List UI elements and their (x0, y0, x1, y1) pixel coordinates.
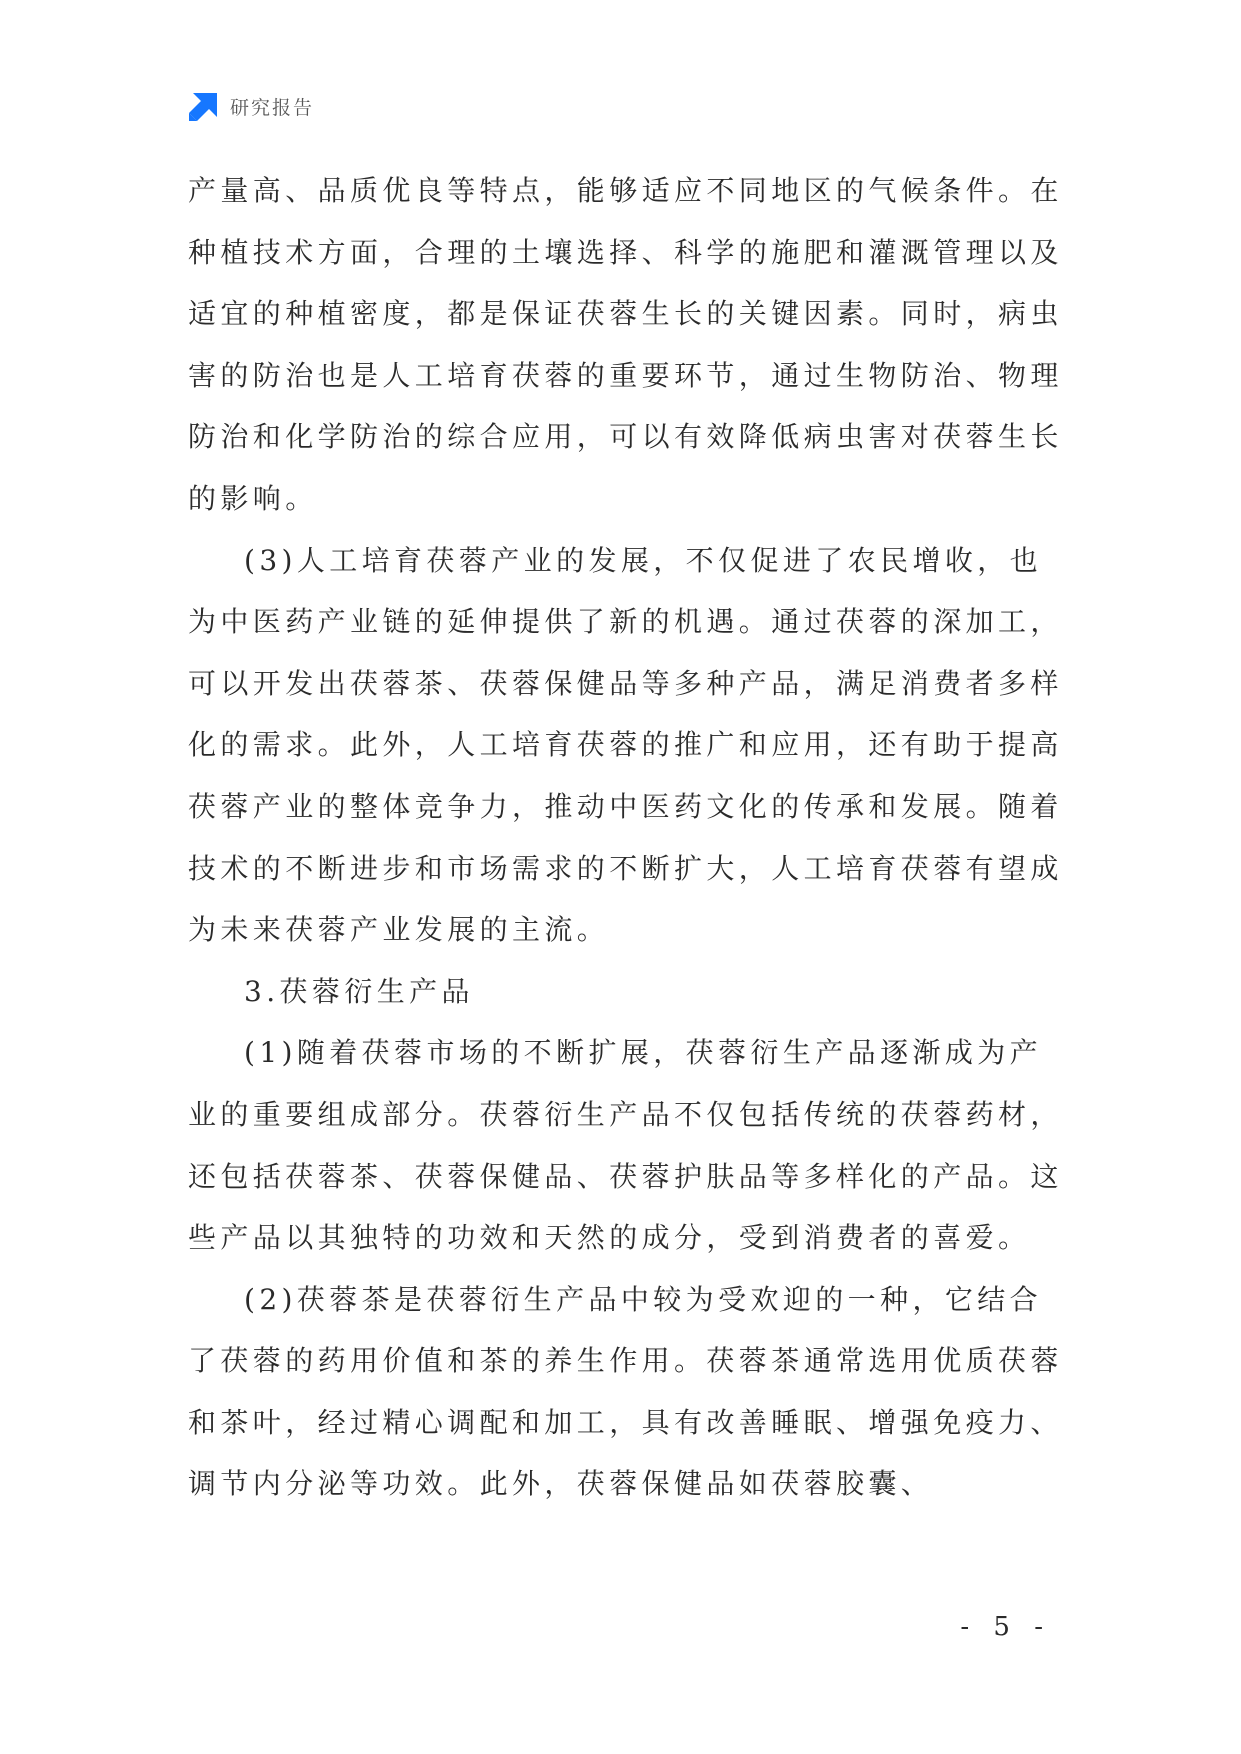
arrow-logo-icon (188, 90, 220, 122)
paragraph-3: (3)人工培育茯蓉产业的发展，不仅促进了农民增收，也为中医药产业链的延伸提供了新的机遇。通过茯蓉的深加工，可以开发出茯蓉茶、茯蓉保健品等多种产品，满足消费者多样化的需求。此外，人工培育茯蓉的推广和应用，还有助于提高茯蓉产业的整体竞争力，推动中医药文化的传承和发展。随着技术的不断进步和市场需求的不断扩大，人工培育茯蓉有望成为未来茯蓉产业发展的主流。 (188, 543, 1063, 947)
paragraph-2: (2)茯蓉茶是茯蓉衍生产品中较为受欢迎的一种，它结合了茯蓉的药用价值和茶的养生作用。茯蓉茶通常选用优质茯蓉和茶叶，经过精心调配和加工，具有改善睡眠、增强免疫力、调节内分泌等功效。此外，茯蓉保健品如茯蓉胶囊、 (188, 1282, 1063, 1501)
section-heading: 3.茯蓉衍生产品 (244, 974, 474, 1008)
report-header (188, 88, 314, 124)
header-title: 研究报告 (230, 96, 315, 119)
paragraph-1: (1)随着茯蓉市场的不断扩展，茯蓉衍生产品逐渐成为产业的重要组成部分。茯蓉衍生产品不仅包括传统的茯蓉药材，还包括茯蓉茶、茯蓉保健品、茯蓉护肤品等多样化的产品。这些产品以其独特的功效和天然的成分，受到消费者的喜爱。 (188, 1036, 1063, 1255)
document-body (188, 160, 1064, 1515)
page-number: - 5 - (960, 1612, 1051, 1642)
paragraph-continued: 产量高、品质优良等特点，能够适应不同地区的气候条件。在种植技术方面，合理的土壤选择、科学的施肥和灌溉管理以及适宜的种植密度，都是保证茯蓉生长的关键因素。同时，病虫害的防治也是人工培育茯蓉的重要环节，通过生物防治、物理防治和化学防治的综合应用，可以有效降低病虫害对茯蓉生长的影响。 (188, 174, 1063, 515)
